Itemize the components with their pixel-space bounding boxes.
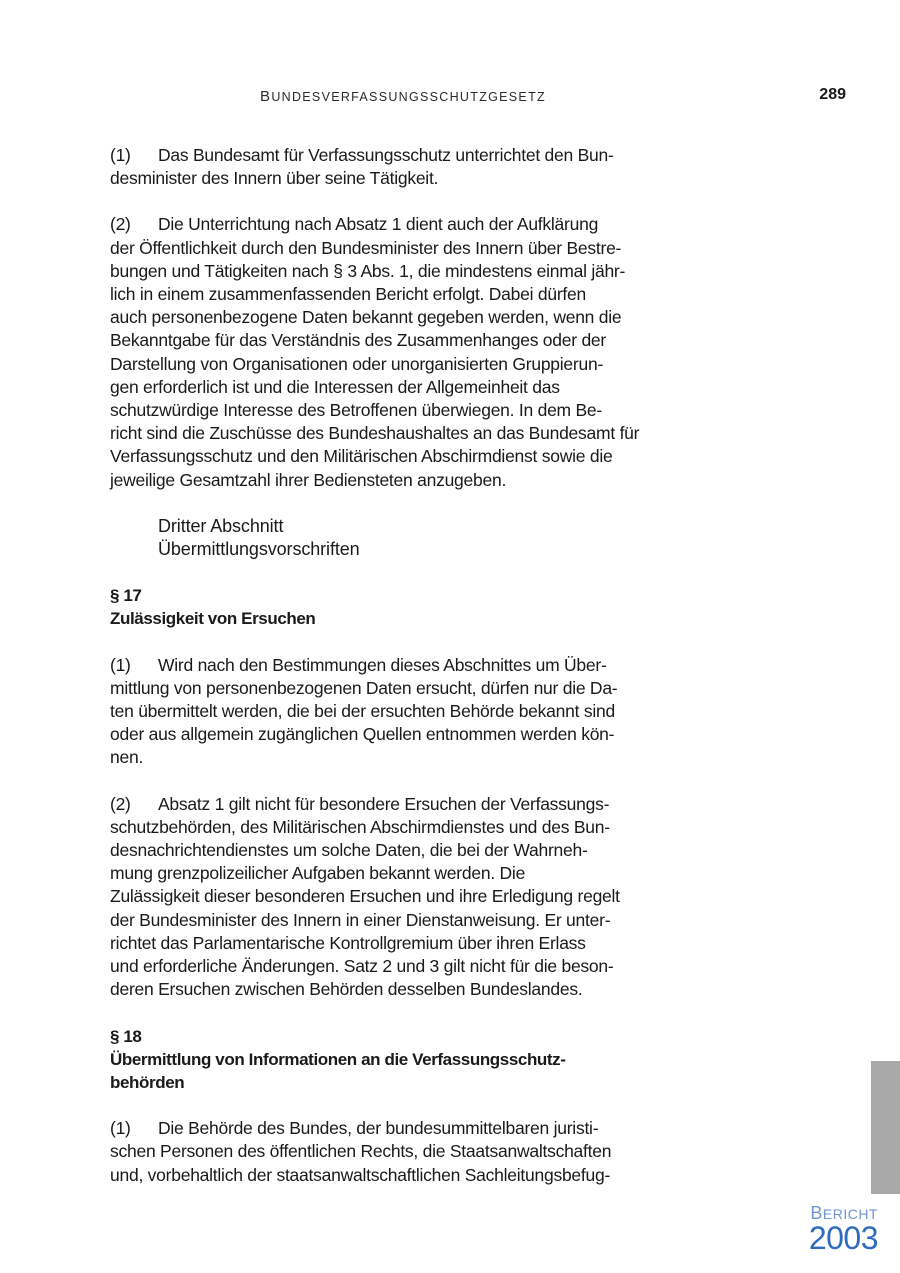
text-line: der Öffentlichkeit durch den Bundesminister des Innern über Bestre-: [110, 237, 622, 258]
section-number: § 17: [110, 586, 142, 606]
section-title: Zulässigkeit von Ersuchen: [110, 609, 316, 629]
report-brand: [809, 1205, 878, 1254]
brand-year: 2003: [808, 1220, 878, 1256]
section-17-heading: [110, 584, 675, 630]
text-line: Bekanntgabe für das Verständnis des Zusammenhanges oder der: [110, 330, 606, 351]
side-thumb-tab: [871, 1061, 900, 1194]
line-text: Absatz 1 gilt nicht für besondere Ersuchen der Verfassungs-: [158, 793, 610, 814]
text-line: deren Ersuchen zwischen Behörden desselben Bundeslandes.: [110, 979, 583, 1000]
text-line: und, vorbehaltlich der staatsanwaltschaftlichen Sachleitungsbefug-: [110, 1164, 611, 1185]
paragraph-number: (2): [110, 793, 131, 814]
text-line: Darstellung von Organisationen oder unorganisierten Gruppierun-: [110, 353, 604, 374]
paragraph-top-1: [110, 144, 675, 190]
text-line: der Bundesminister des Innern in einer Dienstanweisung. Er unter-: [110, 909, 611, 930]
line-text: Das Bundesamt für Verfassungsschutz unterrichtet den Bun-: [158, 145, 614, 165]
text-line: [110, 654, 675, 677]
brand-word-rest: ERICHT: [822, 1206, 878, 1222]
text-line: desnachrichtendienstes um solche Daten, die bei der Wahrneh-: [110, 840, 588, 861]
chapter-number: Dritter Abschnitt: [158, 515, 284, 536]
text-line: [110, 144, 675, 167]
text-line: jeweilige Gesamtzahl ihrer Bediensteten anzugeben.: [110, 469, 507, 490]
text-line: Verfassungsschutz und den Militärischen Abschirmdienst sowie die: [110, 446, 613, 467]
section-title: Übermittlung von Informationen an die Verfassungsschutz-: [110, 1049, 566, 1069]
line-text: Die Behörde des Bundes, der bundesummittelbaren juristi-: [158, 1118, 599, 1139]
text-line: gen erforderlich ist und die Interessen der Allgemeinheit das: [110, 376, 560, 397]
text-line: auch personenbezogene Daten bekannt gegeben werden, wenn die: [110, 307, 622, 328]
line-text: Die Unterrichtung nach Absatz 1 dient auch der Aufklärung: [158, 214, 599, 235]
text-line: [110, 213, 675, 236]
chapter-title: Übermittlungsvorschriften: [158, 539, 360, 560]
paragraph-top-2: [110, 213, 675, 491]
paragraph-number: (2): [110, 214, 131, 235]
paragraph-number: (1): [110, 1118, 131, 1139]
text-line: ten übermittelt werden, die bei der ersuchten Behörde bekannt sind: [110, 701, 615, 722]
page-number: 289: [819, 86, 846, 103]
text-line: [110, 1117, 675, 1140]
text-line: lich in einem zusammenfassenden Bericht erfolgt. Dabei dürfen: [110, 284, 586, 305]
section-number: § 18: [110, 1026, 142, 1046]
paragraph-number: (1): [110, 654, 131, 675]
text-line: nen.: [110, 747, 144, 768]
text-line: oder aus allgemein zugänglichen Quellen entnommen werden kön-: [110, 724, 615, 745]
section-title-continued: behörden: [110, 1072, 185, 1092]
running-title-rest: UNDESVERFASSUNGSSCHUTZGESETZ: [271, 90, 546, 104]
text-line: richt sind die Zuschüsse des Bundeshaushaltes an das Bundesamt für: [110, 423, 640, 444]
running-title: [260, 88, 546, 105]
text-line: mittlung von personenbezogenen Daten ersucht, dürfen nur die Da-: [110, 677, 618, 698]
text-line: [110, 793, 675, 816]
section-18-paragraph-1: [110, 1117, 675, 1187]
brand-word-initial: B: [810, 1203, 823, 1223]
text-line: bungen und Tätigkeiten nach § 3 Abs. 1, die mindestens einmal jähr-: [110, 260, 626, 281]
section-17-paragraph-1: [110, 654, 675, 770]
text-line: richtet das Parlamentarische Kontrollgremium über ihren Erlass: [110, 932, 586, 953]
document-body: [110, 144, 675, 1210]
section-17-paragraph-2: [110, 793, 675, 1002]
section-18-heading: [110, 1025, 675, 1095]
text-line: mung grenzpolizeilicher Aufgaben bekannt werden. Die: [110, 863, 526, 884]
chapter-heading: [158, 515, 675, 561]
text-line: und erforderliche Änderungen. Satz 2 und 3 gilt nicht für die beson-: [110, 956, 614, 977]
text-line: schen Personen des öffentlichen Rechts, die Staatsanwaltschaften: [110, 1141, 612, 1162]
text-line: Zulässigkeit dieser besonderen Ersuchen und ihre Erledigung regelt: [110, 886, 620, 907]
line-text: Wird nach den Bestimmungen dieses Abschnittes um Über-: [158, 654, 607, 675]
running-title-initial: B: [260, 88, 272, 105]
text-line: schutzwürdige Interesse des Betroffenen überwiegen. In dem Be-: [110, 400, 602, 421]
text-line: desminister des Innern über seine Tätigkeit.: [110, 168, 439, 189]
text-line: schutzbehörden, des Militärischen Abschirmdienstes und des Bun-: [110, 816, 610, 837]
paragraph-number: (1): [110, 145, 131, 165]
